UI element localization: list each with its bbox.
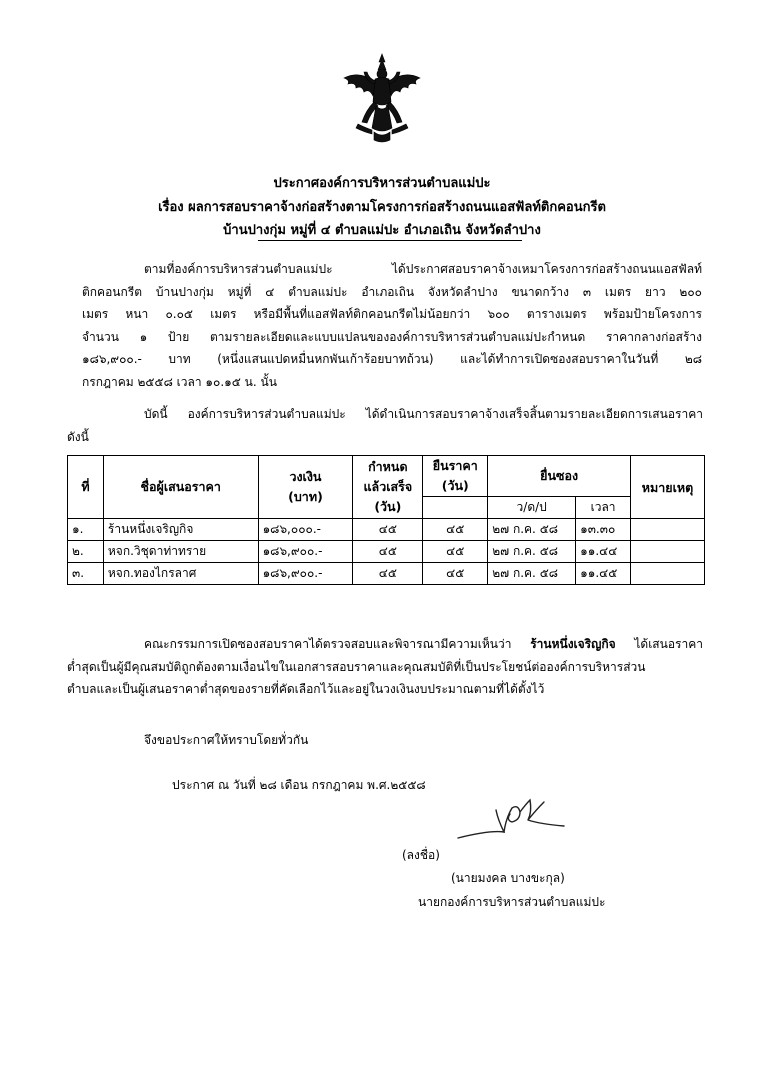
header-deadline-label: กำหนด <box>368 459 408 474</box>
row-bidder: ร้านหนึ่งเจริญกิจ <box>103 519 258 541</box>
paragraph-2-line: บัดนี้ องค์การบริหารส่วนตำบลแม่ปะ ได้ดำเนินการสอบราคาจ้างเสร็จสิ้นตามรายละเอียดการเสนอราคา <box>144 407 703 421</box>
title-line-2: เรื่อง ผลการสอบราคาจ้างก่อสร้างตามโครงการก่อสร้างถนนแอสฟัลท์ติกคอนกรีต <box>158 200 606 215</box>
signer-position: นายกองค์การบริหารส่วนตำบลแม่ปะ <box>418 895 606 909</box>
bids-table <box>67 455 705 585</box>
header-validity-spacer <box>423 497 488 519</box>
handwritten-signature-icon <box>440 790 580 860</box>
header-deadline-label-2: แล้วเสร็จ <box>363 479 413 494</box>
paragraph-1-line: ๑๘๖,๙๐๐.- บาท (หนึ่งแสนแปดหมื่นหกพันเก้าร้อยบาทถ้วน) และได้ทำการเปิดซองสอบราคาในวันที่ ๒๘ <box>82 352 702 366</box>
row-time: ๑๑.๔๔ <box>576 541 631 563</box>
row-validity: ๔๕ <box>423 519 488 541</box>
announce-date: ประกาศ ณ วันที่ ๒๘ เดือน กรกฎาคม พ.ศ.๒๕๕๘ <box>172 778 426 792</box>
paragraph-1 <box>82 258 702 393</box>
row-deadline: ๔๕ <box>353 563 423 585</box>
row-bidder: หจก.วิชุดาท่าทราย <box>103 541 258 563</box>
paragraph-1-line: เมตร หนา ๐.๐๕ เมตร หรือมีพื้นที่แอสฟัลท์ติกคอนกรีตไม่น้อยกว่า ๖๐๐ ตารางเมตร พร้อมป้ายโครงการ <box>82 307 702 321</box>
header-remark: หมายเหตุ <box>631 456 705 519</box>
conclusion-line-1 <box>67 633 703 656</box>
row-amount: ๑๘๖,๙๐๐.- <box>258 563 353 585</box>
header-submit-time: เวลา <box>576 497 631 519</box>
paragraph-2-line: ดังนี้ <box>67 429 89 444</box>
header-bidder: ชื่อผู้เสนอราคา <box>103 456 258 519</box>
table-row <box>68 541 705 563</box>
conclusion-text: คณะกรรมการเปิดซองสอบราคาได้ตรวจสอบและพิจารณามีความเห็นว่า <box>144 637 512 651</box>
header-no: ที่ <box>68 456 104 519</box>
paragraph-1-line: ติกคอนกรีต บ้านปางกุ่ม หมู่ที่ ๔ ตำบลแม่ปะ อำเภอเถิน จังหวัดลำปาง ขนาดกว้าง ๓ เมตร ยาว ๒๐๐ <box>82 284 702 299</box>
row-remark <box>631 541 705 563</box>
row-validity: ๔๕ <box>423 563 488 585</box>
title-line-1: ประกาศองค์การบริหารส่วนตำบลแม่ปะ <box>273 176 491 191</box>
row-remark <box>631 519 705 541</box>
header-amount <box>258 456 353 519</box>
row-no: ๓. <box>68 563 104 585</box>
title-line-3: บ้านปางกุ่ม หมู่ที่ ๔ ตำบลแม่ปะ อำเภอเถิน จังหวัดลำปาง <box>223 223 541 238</box>
row-date: ๒๗ ก.ค. ๕๘ <box>488 519 576 541</box>
row-remark <box>631 563 705 585</box>
garuda-emblem-icon <box>336 52 428 144</box>
row-time: ๑๓.๓๐ <box>576 519 631 541</box>
row-no: ๑. <box>68 519 104 541</box>
conclusion-line-3: ตำบลและเป็นผู้เสนอราคาต่ำสุดของรายที่คัดเลือกไว้และอยู่ในวงเงินงบประมาณตามที่ได้ตั้งไว้ <box>67 682 545 696</box>
header-deadline <box>353 456 423 519</box>
row-deadline: ๔๕ <box>353 541 423 563</box>
header-amount-unit: (บาท) <box>288 489 323 504</box>
row-time: ๑๑.๔๕ <box>576 563 631 585</box>
header-validity-unit: (วัน) <box>441 478 469 493</box>
paragraph-1-line: จำนวน ๑ ป้าย ตามรายละเอียดและแบบแปลนขององค์การบริหารส่วนตำบลแม่ปะกำหนด ราคากลางก่อสร้าง <box>82 329 702 344</box>
row-amount: ๑๘๖,๙๐๐.- <box>258 541 353 563</box>
signer-name: (นายมงคล บางขะกุล) <box>451 871 565 885</box>
conclusion-paragraph <box>67 633 703 701</box>
table-row <box>68 563 705 585</box>
header-deadline-unit: (วัน) <box>374 499 402 514</box>
announce-text: จึงขอประกาศให้ทราบโดยทั่วกัน <box>144 733 309 747</box>
conclusion-text: ได้เสนอราคา <box>634 637 703 651</box>
header-validity <box>423 456 488 497</box>
header-amount-label: วงเงิน <box>289 469 322 484</box>
row-date: ๒๗ ก.ค. ๕๘ <box>488 541 576 563</box>
row-amount: ๑๘๖,๐๐๐.- <box>258 519 353 541</box>
winner-name: ร้านหนึ่งเจริญกิจ <box>530 637 616 651</box>
header-submit: ยื่นซอง <box>488 456 631 497</box>
header-submit-date: ว/ด/ป <box>488 497 576 519</box>
header-validity-label: ยืนราคา <box>432 458 478 473</box>
paragraph-1-line: กรกฎาคม ๒๕๕๘ เวลา ๑๐.๑๕ น. นั้น <box>82 374 277 389</box>
row-date: ๒๗ ก.ค. ๕๘ <box>488 563 576 585</box>
row-deadline: ๔๕ <box>353 519 423 541</box>
title-underline <box>258 240 522 241</box>
row-no: ๒. <box>68 541 104 563</box>
conclusion-line-2: ต่ำสุดเป็นผู้มีคุณสมบัติถูกต้องตามเงื่อนไขในเอกสารสอบราคาและคุณสมบัติที่เป็นประโยชน์ต่อองค์การบริหารส่วน <box>67 659 646 674</box>
paragraph-2 <box>67 403 703 448</box>
row-validity: ๔๕ <box>423 541 488 563</box>
paragraph-1-line: ตามที่องค์การบริหารส่วนตำบลแม่ปะ ได้ประกาศสอบราคาจ้างเหมาโครงการก่อสร้างถนนแอสฟัลท์ <box>144 262 702 276</box>
row-bidder: หจก.ทองไกรลาศ <box>103 563 258 585</box>
table-row <box>68 519 705 541</box>
sign-label: (ลงชื่อ) <box>402 848 440 862</box>
